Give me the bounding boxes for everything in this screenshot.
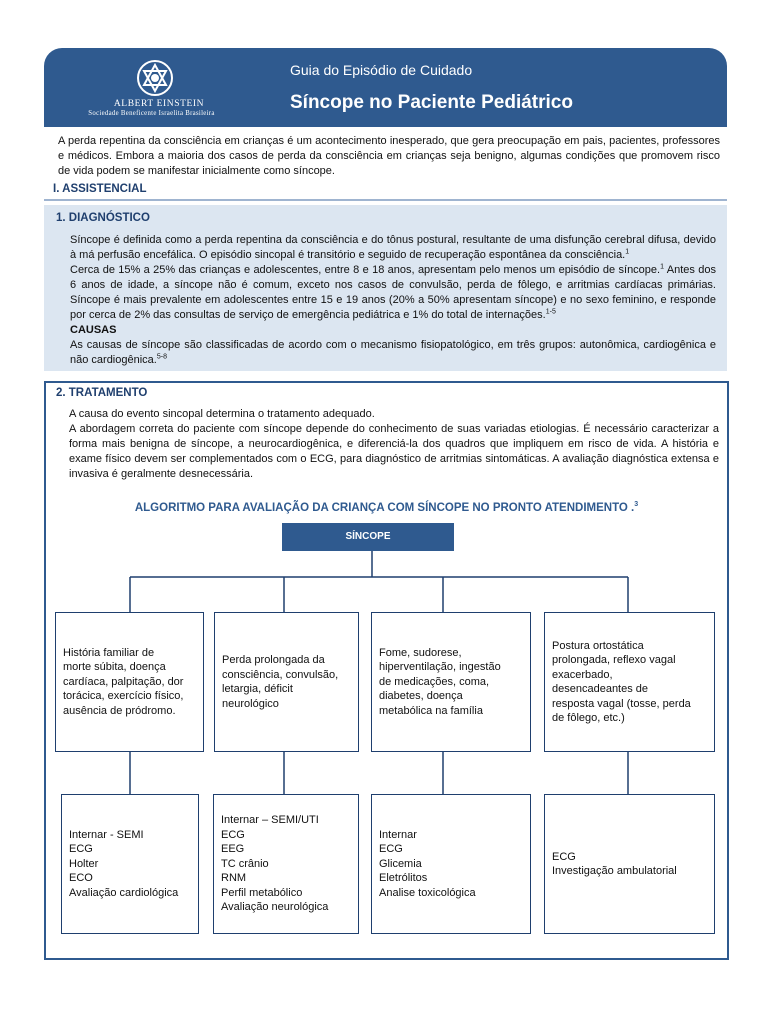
flowchart-cause-node: [214, 612, 359, 752]
node-text: ECG Investigação ambulatorial: [552, 850, 677, 877]
tratamento-heading: 2. TRATAMENTO: [56, 387, 148, 399]
flowchart-cause-node: [371, 612, 531, 752]
reference-mark: 1: [660, 263, 665, 271]
node-text: Postura ortostática prolongada, reflexo vagal exacerbado, desencadeantes de resposta vagal (tosse, perda de fôlego, etc.): [552, 639, 691, 724]
diagnostico-prevalence-cont: Antes dos 6 anos de idade, a síncope não é comum, exceto nos casos de convulsão, perda de fôlego, e arritmias cardíacas primárias. Síncope é mais prevalente em adolescentes entre 15 e 19 anos (20% a 50% apresentam síncope) e no sexo feminino, e responde por cerca de 2% das consultas de serviço de emergência pediátrica e 1% do total de internações.: [70, 264, 716, 321]
header-subtitle: Guia do Episódio de Cuidado: [290, 62, 473, 78]
section-heading: I. ASSISTENCIAL: [53, 183, 147, 195]
node-text: Perda prolongada da consciência, convulsão, letargia, déficit neurológico: [222, 654, 339, 710]
flowchart-action-node: [371, 794, 531, 934]
node-text: Fome, sudorese, hiperventilação, ingestão de medicações, coma, diabetes, doença metabólica na família: [379, 646, 501, 717]
node-text: Internar ECG Glicemia Eletrólitos Analise toxicológica: [379, 828, 476, 899]
flowchart-action-node: [213, 794, 359, 934]
tratamento-p2: A abordagem correta do paciente com síncope depende do conhecimento de suas variadas etiologias. É necessário caracterizar a forma mais benigna de síncope, a neurocardiogênica, e diferenciá-la dos quadros que impliquem em risco de vida. A história e exame físico devem ser complementados com o ECG, para diagnóstico de arritmias sintomáticas. A avaliação diagnóstica extensa e invasiva é geralmente desnecessária.: [69, 423, 719, 480]
flowchart-cause-node: [55, 612, 204, 752]
tratamento-p1: A causa do evento sincopal determina o tratamento adequado.: [69, 408, 375, 420]
reference-mark: 1: [625, 248, 630, 256]
reference-mark: 5-8: [156, 353, 167, 361]
reference-mark: 3: [634, 501, 639, 508]
algorithm-title-text: ALGORITMO PARA AVALIAÇÃO DA CRIANÇA COM SÍNCOPE NO PRONTO ATENDIMENTO .: [134, 501, 635, 514]
causes-label: CAUSAS: [70, 324, 117, 336]
reference-mark: 1-5: [545, 308, 556, 316]
causes-text: As causas de síncope são classificadas de acordo com o mecanismo fisiopatológico, em três grupos: autonômica, cardiogênica e não cardiogênica.: [70, 339, 716, 366]
flowchart-action-node: [61, 794, 199, 934]
diagnostico-definition: Síncope é definida como a perda repentina da consciência e do tônus postural, resultante de uma disfunção cerebral difusa, devido à má perfusão encefálica. O episódio sincopal é transitório e seguido de recuperação espontânea da consciência.: [70, 234, 716, 261]
logo-name: ALBERT EINSTEIN: [113, 99, 205, 109]
diagnostico-prevalence: Cerca de 15% a 25% das crianças e adolescentes, entre 8 e 18 anos, apresentam pelo menos um episódio de síncope.: [70, 264, 661, 276]
page-title: Síncope no Paciente Pediátrico: [290, 92, 573, 113]
node-text: Internar - SEMI ECG Holter ECO Avaliação cardiológica: [69, 828, 179, 899]
diagnostico-heading: 1. DIAGNÓSTICO: [56, 212, 150, 224]
flowchart-action-node: [544, 794, 715, 934]
flowchart-root-syncope: SÍNCOPE: [282, 523, 454, 551]
node-text: Internar – SEMI/UTI ECG EEG TC crânio RNM Perfil metabólico Avaliação neurológica: [221, 814, 329, 914]
intro-paragraph: A perda repentina da consciência em crianças é um acontecimento inesperado, que gera preocupação em pais, pacientes, professores e médicos. Embora a maioria dos casos de perda da consciência em crianças seja benigno, algumas condições que promovem risco de vida podem se manifestar inicialmente como síncope.: [58, 135, 720, 177]
flowchart-cause-node: [544, 612, 715, 752]
node-text: História familiar de morte súbita, doença cardíaca, palpitação, dor torácica, exercício físico, ausência de pródromo.: [63, 646, 184, 717]
logo-subtitle: Sociedade Beneficente Israelita Brasileira: [88, 110, 215, 117]
